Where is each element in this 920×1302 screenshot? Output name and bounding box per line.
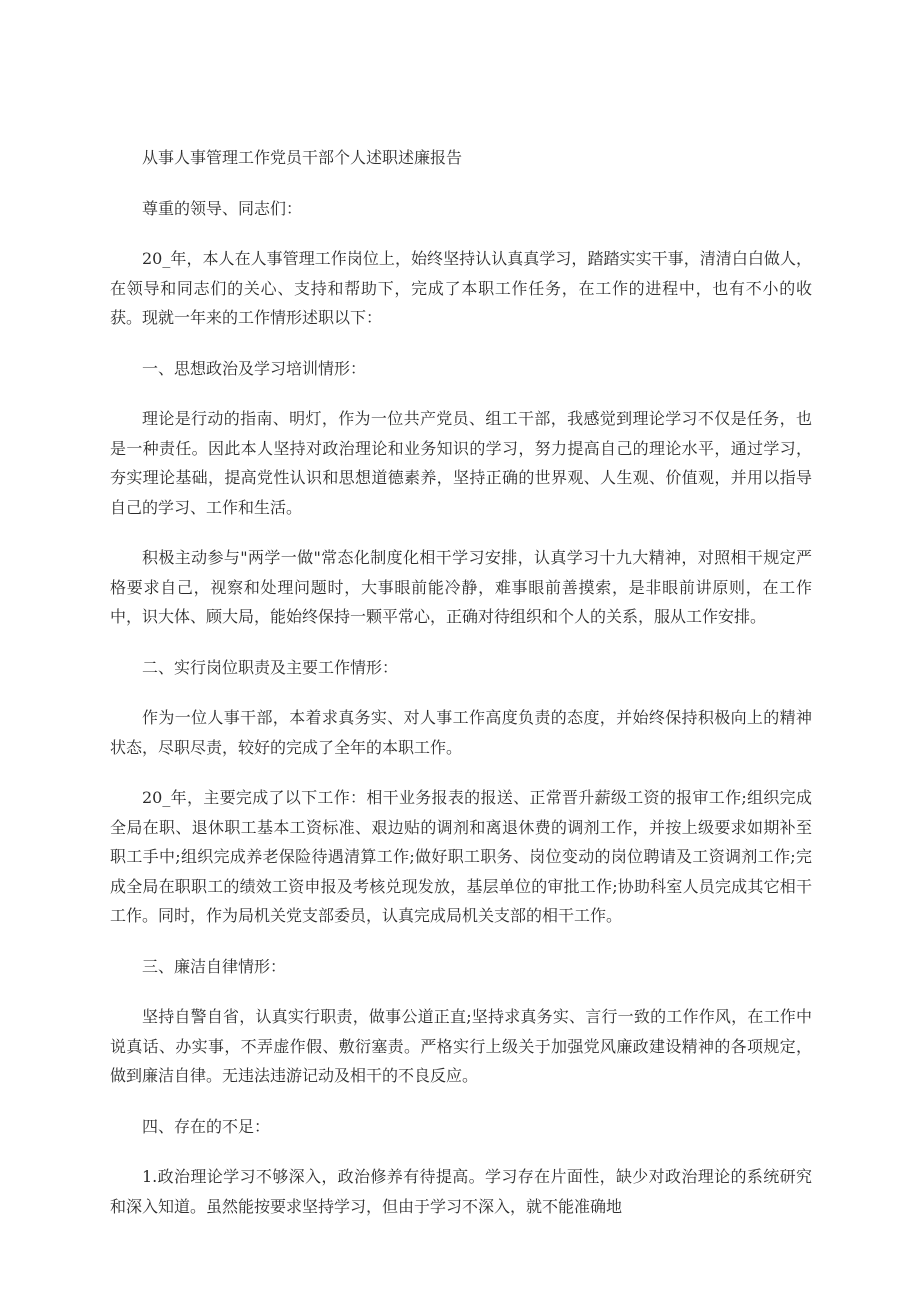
section-heading-3: 三、廉洁自律情形： xyxy=(142,956,287,976)
paragraph: 积极主动参与"两学一做"常态化制度化相干学习安排，认真学习十九大精神，对照相干规定严格要求自己，视察和处理问题时，大事眼前能冷静，难事眼前善摸索，是非眼前讲原则，在工作中，识大体、顾大局，能始终保持一颗平常心，正确对待组织和个人的关系，服从工作安排。 xyxy=(110,548,812,626)
salutation: 尊重的领导、同志们： xyxy=(142,198,303,218)
paragraph: 20_年，主要完成了以下工作：相干业务报表的报送、正常晋升薪级工资的报审工作;组织完成全局在职、退休职工基本工资标准、艰边贴的调剂和离退休费的调剂工作，并按上级要求如期补至职工手中;组织完成养老保险待遇清算工作;做好职工职务、岗位变动的岗位聘请及工资调剂工作;完成全局在职职工的绩效工资申报及考核兑现发放，基层单位的审批工作;协助科室人员完成其它相干工作。同时，作为局机关党支部委员，认真完成局机关支部的相干工作。 xyxy=(110,788,812,925)
section-heading-1: 一、思想政治及学习培训情形： xyxy=(142,358,367,378)
section-heading-2: 二、实行岗位职责及主要工作情形： xyxy=(142,657,399,677)
paragraph: 理论是行动的指南、明灯，作为一位共产党员、组工干部，我感觉到理论学习不仅是任务，也是一种责任。因此本人坚持对政治理论和业务知识的学习，努力提高自己的理论水平，通过学习，夯实理论基础，提高党性认识和思想道德素养，坚持正确的世界观、人生观、价值观，并用以指导自己的学习、工作和生活。 xyxy=(110,409,812,517)
section-heading-4: 四、存在的不足： xyxy=(142,1116,271,1136)
paragraph: 坚持自警自省，认真实行职责，做事公道正直;坚持求真务实、言行一致的工作作风，在工作中说真话、办实事，不弄虚作假、敷衍塞责。严格实行上级关于加强党风廉政建设精神的各项规定，做到廉洁自律。无违法违游记动及相干的不良反应。 xyxy=(110,1007,812,1085)
document-title: 从事人事管理工作党员干部个人述职述廉报告 xyxy=(142,148,463,167)
document-body xyxy=(110,143,812,1221)
paragraph: 作为一位人事干部，本着求真务实、对人事工作高度负责的态度，并始终保持积极向上的精神状态，尽职尽责，较好的完成了全年的本职工作。 xyxy=(110,708,812,757)
paragraph-intro: 20_年，本人在人事管理工作岗位上，始终坚持认认真真学习，踏踏实实干事，清清白白做人，在领导和同志们的关心、支持和帮助下，完成了本职工作任务，在工作的进程中，也有不小的收获。现就一年来的工作情形述职以下： xyxy=(110,249,812,327)
paragraph: 1.政治理论学习不够深入，政治修养有待提高。学习存在片面性，缺少对政治理论的系统研究和深入知道。虽然能按要求坚持学习，但由于学习不深入，就不能准确地 xyxy=(110,1167,812,1216)
